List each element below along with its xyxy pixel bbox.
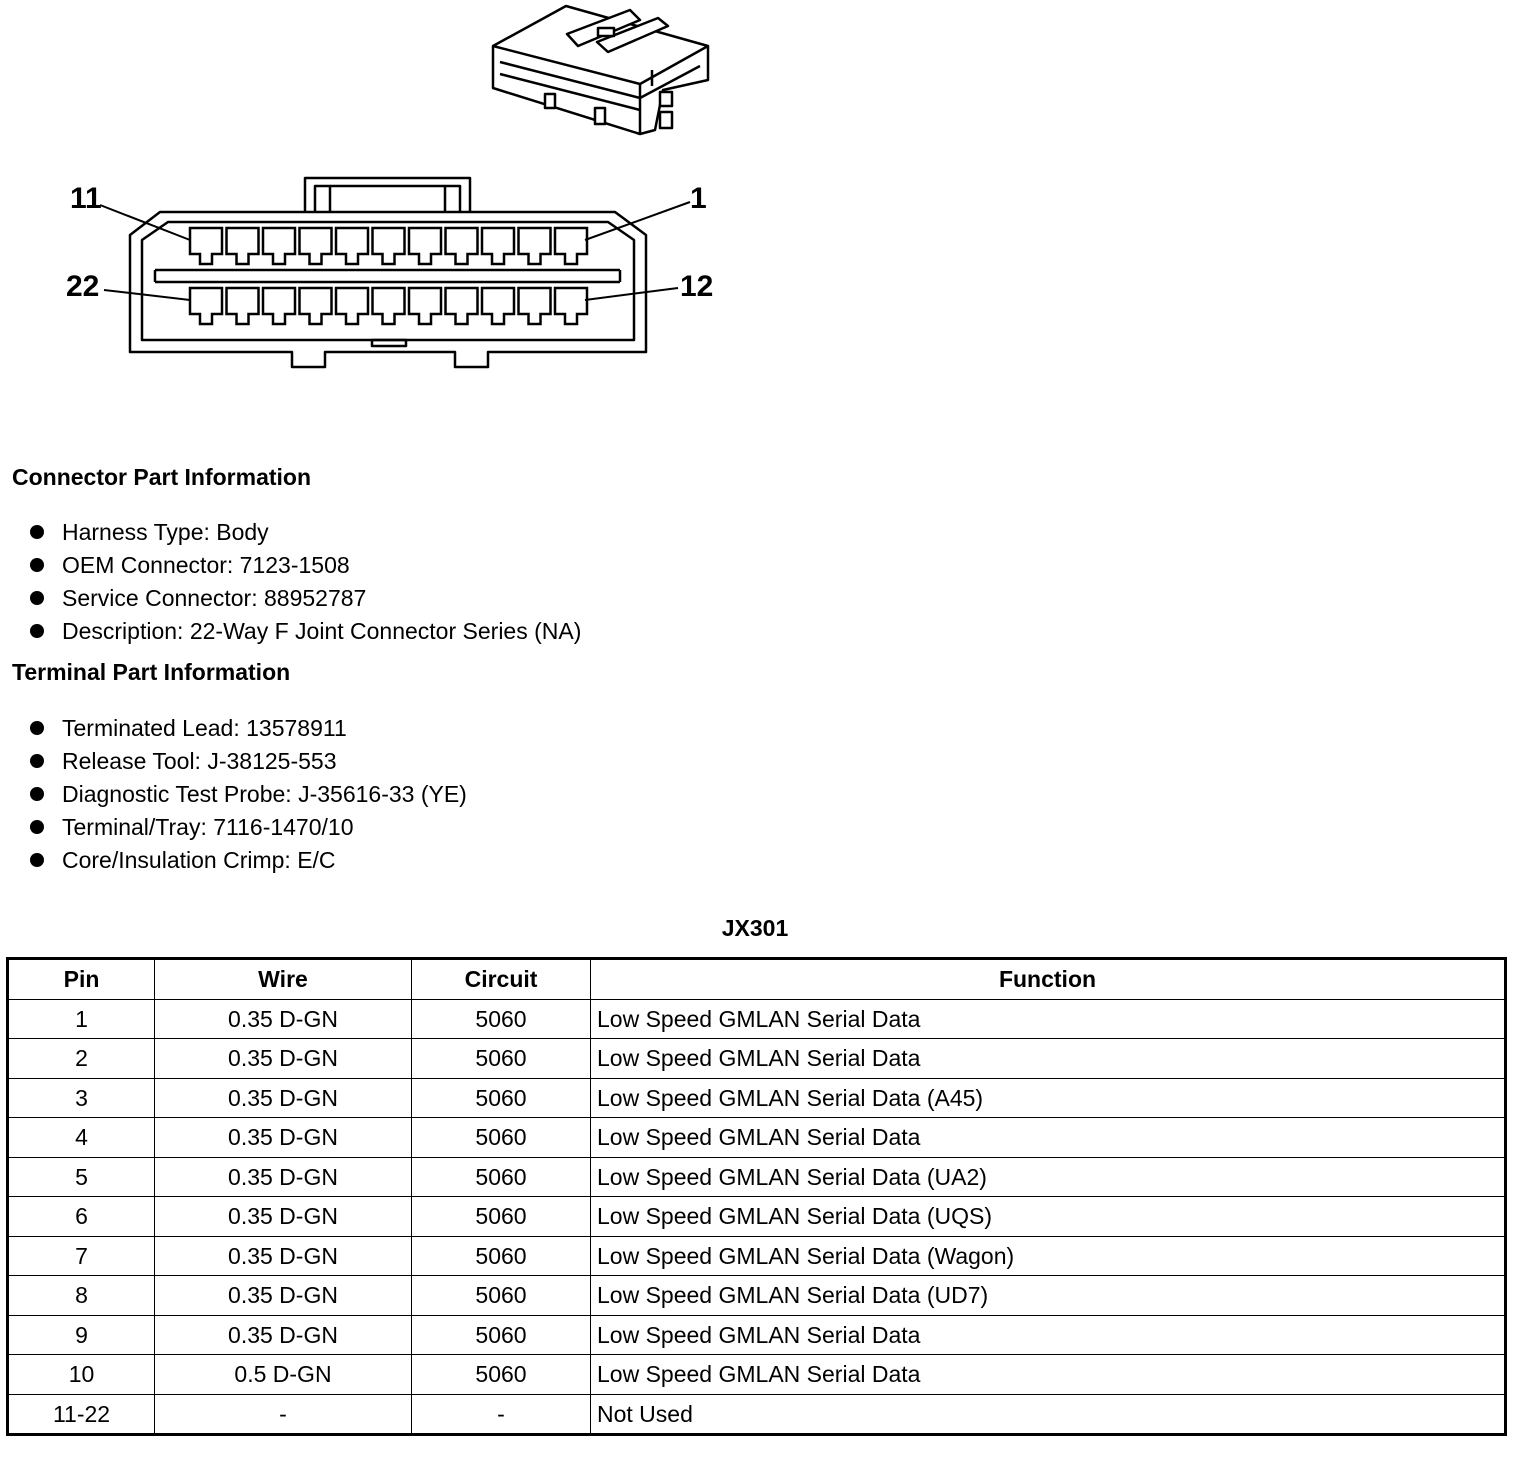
- table-row: [8, 1315, 1506, 1355]
- circuit-cell: 5060: [412, 1039, 591, 1079]
- function-cell: Low Speed GMLAN Serial Data: [591, 1355, 1506, 1395]
- pin-cavity: [519, 228, 551, 264]
- table-row: [8, 1355, 1506, 1395]
- function-cell: Low Speed GMLAN Serial Data (Wagon): [591, 1236, 1506, 1276]
- pin-cavity: [263, 288, 295, 324]
- function-cell: Low Speed GMLAN Serial Data (UD7): [591, 1276, 1506, 1316]
- list-item: Core/Insulation Crimp: E/C: [28, 848, 467, 881]
- pin-cavity: [373, 228, 405, 264]
- circuit-cell: -: [412, 1394, 591, 1435]
- pin-cavity: [409, 228, 441, 264]
- circuit-cell: 5060: [412, 999, 591, 1039]
- connector-info-list: [28, 520, 581, 652]
- pin-cavity: [227, 288, 259, 324]
- circuit-cell: 5060: [412, 1118, 591, 1158]
- pin-cavity: [336, 288, 368, 324]
- connector-face-view: [130, 178, 646, 367]
- connector-info-title: Connector Part Information: [12, 464, 312, 490]
- pin-cavity: [555, 228, 587, 264]
- table-row: [8, 1394, 1506, 1435]
- pin-table: [6, 957, 1507, 1436]
- circuit-cell: 5060: [412, 1276, 591, 1316]
- function-cell: Low Speed GMLAN Serial Data: [591, 1118, 1506, 1158]
- wire-cell: 0.35 D-GN: [155, 1039, 412, 1079]
- pin-cavity: [409, 288, 441, 324]
- wire-cell: 0.35 D-GN: [155, 1236, 412, 1276]
- pin-cavity: [555, 288, 587, 324]
- connector-3d-icon: [493, 6, 708, 134]
- circuit-cell: 5060: [412, 1078, 591, 1118]
- function-cell: Low Speed GMLAN Serial Data: [591, 1315, 1506, 1355]
- terminal-info-list: [28, 716, 467, 881]
- pin-cavity: [373, 288, 405, 324]
- pin-cell: 4: [8, 1118, 155, 1158]
- pin-cavity: [482, 288, 514, 324]
- pin-cavity: [519, 288, 551, 324]
- pin-cavity: [190, 288, 222, 324]
- wire-cell: 0.35 D-GN: [155, 1315, 412, 1355]
- pin-cell: 2: [8, 1039, 155, 1079]
- pin-cell: 7: [8, 1236, 155, 1276]
- column-header-pin: Pin: [8, 959, 155, 1000]
- pin-cell: 5: [8, 1157, 155, 1197]
- list-item: Harness Type: Body: [28, 520, 581, 553]
- list-item: OEM Connector: 7123-1508: [28, 553, 581, 586]
- pin-cell: 10: [8, 1355, 155, 1395]
- pin-cell: 3: [8, 1078, 155, 1118]
- function-cell: Low Speed GMLAN Serial Data (UQS): [591, 1197, 1506, 1237]
- pin-cavity: [482, 228, 514, 264]
- circuit-cell: 5060: [412, 1315, 591, 1355]
- wire-cell: 0.35 D-GN: [155, 1197, 412, 1237]
- function-cell: Low Speed GMLAN Serial Data: [591, 999, 1506, 1039]
- wire-cell: 0.35 D-GN: [155, 1157, 412, 1197]
- circuit-cell: 5060: [412, 1355, 591, 1395]
- function-cell: Low Speed GMLAN Serial Data (UA2): [591, 1157, 1506, 1197]
- wire-cell: 0.35 D-GN: [155, 1078, 412, 1118]
- list-item: Service Connector: 88952787: [28, 586, 581, 619]
- terminal-info-title: Terminal Part Information: [12, 659, 291, 685]
- table-row: [8, 1118, 1506, 1158]
- list-item: Terminated Lead: 13578911: [28, 716, 467, 749]
- pin-cavity: [190, 228, 222, 264]
- pin-cell: 6: [8, 1197, 155, 1237]
- list-item: Description: 22-Way F Joint Connector Series (NA): [28, 619, 581, 652]
- circuit-cell: 5060: [412, 1236, 591, 1276]
- circuit-cell: 5060: [412, 1157, 591, 1197]
- function-cell: Low Speed GMLAN Serial Data (A45): [591, 1078, 1506, 1118]
- column-header-function: Function: [591, 959, 1506, 1000]
- wire-cell: 0.35 D-GN: [155, 1118, 412, 1158]
- pin-label-22: 22: [66, 270, 100, 303]
- wire-cell: 0.5 D-GN: [155, 1355, 412, 1395]
- pin-cavity: [446, 228, 478, 264]
- list-item: Terminal/Tray: 7116-1470/10: [28, 815, 467, 848]
- function-cell: Not Used: [591, 1394, 1506, 1435]
- table-row: [8, 1276, 1506, 1316]
- pin-leader-lines: [100, 202, 690, 300]
- cavity-row-bottom: [190, 288, 587, 324]
- pin-cavity: [446, 288, 478, 324]
- table-row: [8, 1197, 1506, 1237]
- pin-label-1: 1: [690, 182, 707, 215]
- table-row: [8, 999, 1506, 1039]
- table-header-row: [8, 959, 1506, 1000]
- list-item: Diagnostic Test Probe: J-35616-33 (YE): [28, 782, 467, 815]
- connector-diagram: [0, 0, 760, 400]
- table-row: [8, 1236, 1506, 1276]
- table-caption: JX301: [721, 915, 789, 941]
- pin-cavity: [336, 228, 368, 264]
- circuit-cell: 5060: [412, 1197, 591, 1237]
- pin-cavity: [300, 228, 332, 264]
- function-cell: Low Speed GMLAN Serial Data: [591, 1039, 1506, 1079]
- pin-cell: 11-22: [8, 1394, 155, 1435]
- wire-cell: 0.35 D-GN: [155, 1276, 412, 1316]
- pin-cell: 9: [8, 1315, 155, 1355]
- pin-cell: 1: [8, 999, 155, 1039]
- pin-label-11: 11: [70, 182, 102, 215]
- wire-cell: 0.35 D-GN: [155, 999, 412, 1039]
- table-row: [8, 1039, 1506, 1079]
- pin-label-12: 12: [680, 270, 714, 303]
- column-header-circuit: Circuit: [412, 959, 591, 1000]
- pin-cell: 8: [8, 1276, 155, 1316]
- wire-cell: -: [155, 1394, 412, 1435]
- table-row: [8, 1157, 1506, 1197]
- cavity-row-top: [190, 228, 587, 264]
- list-item: Release Tool: J-38125-553: [28, 749, 467, 782]
- pin-cavity: [227, 228, 259, 264]
- pin-cavity: [300, 288, 332, 324]
- pin-cavity: [263, 228, 295, 264]
- table-row: [8, 1078, 1506, 1118]
- column-header-wire: Wire: [155, 959, 412, 1000]
